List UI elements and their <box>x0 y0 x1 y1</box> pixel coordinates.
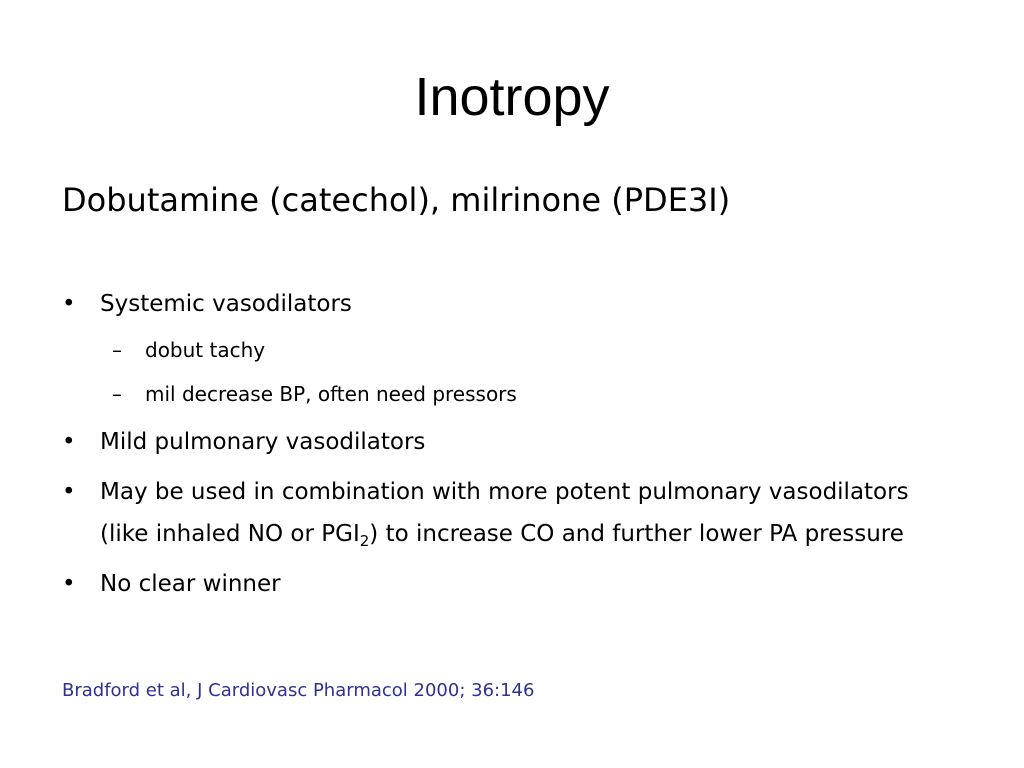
bullet-text: Mild pulmonary vasodilators <box>100 429 426 455</box>
subscript: 2 <box>359 532 370 550</box>
bullet-text: Systemic vasodilators <box>100 291 352 317</box>
bullet-text-part: ) to increase CO and further lower PA pressure <box>369 521 904 547</box>
bullet-mark: • <box>62 291 76 317</box>
bullet-systemic-vasodilators <box>62 283 922 325</box>
bullet-mark: • <box>62 479 76 505</box>
sub-bullet-text: mil decrease BP, often need pressors <box>145 382 517 406</box>
sub-bullet-text: dobut tachy <box>145 338 266 362</box>
dash-mark: – <box>112 382 122 406</box>
sub-bullet-mil <box>62 375 922 413</box>
sub-bullet-dobut <box>62 331 922 369</box>
bullet-no-clear-winner <box>62 563 922 605</box>
bullet-list <box>62 283 922 605</box>
bullet-text: No clear winner <box>100 571 281 597</box>
dash-mark: – <box>112 338 122 362</box>
slide-subtitle: Dobutamine (catechol), milrinone (PDE3I) <box>62 181 731 219</box>
slide-title: Inotropy <box>414 67 610 127</box>
bullet-combination <box>62 471 922 555</box>
bullet-mild-pulmonary <box>62 421 922 463</box>
bullet-text-part: May be used in combination with more potent pulmonary vasodilators (like inhaled NO or PGI <box>100 479 909 547</box>
reference-citation: Bradford et al, J Cardiovasc Pharmacol 2000; 36:146 <box>62 680 535 701</box>
bullet-mark: • <box>62 571 76 597</box>
bullet-mark: • <box>62 429 76 455</box>
